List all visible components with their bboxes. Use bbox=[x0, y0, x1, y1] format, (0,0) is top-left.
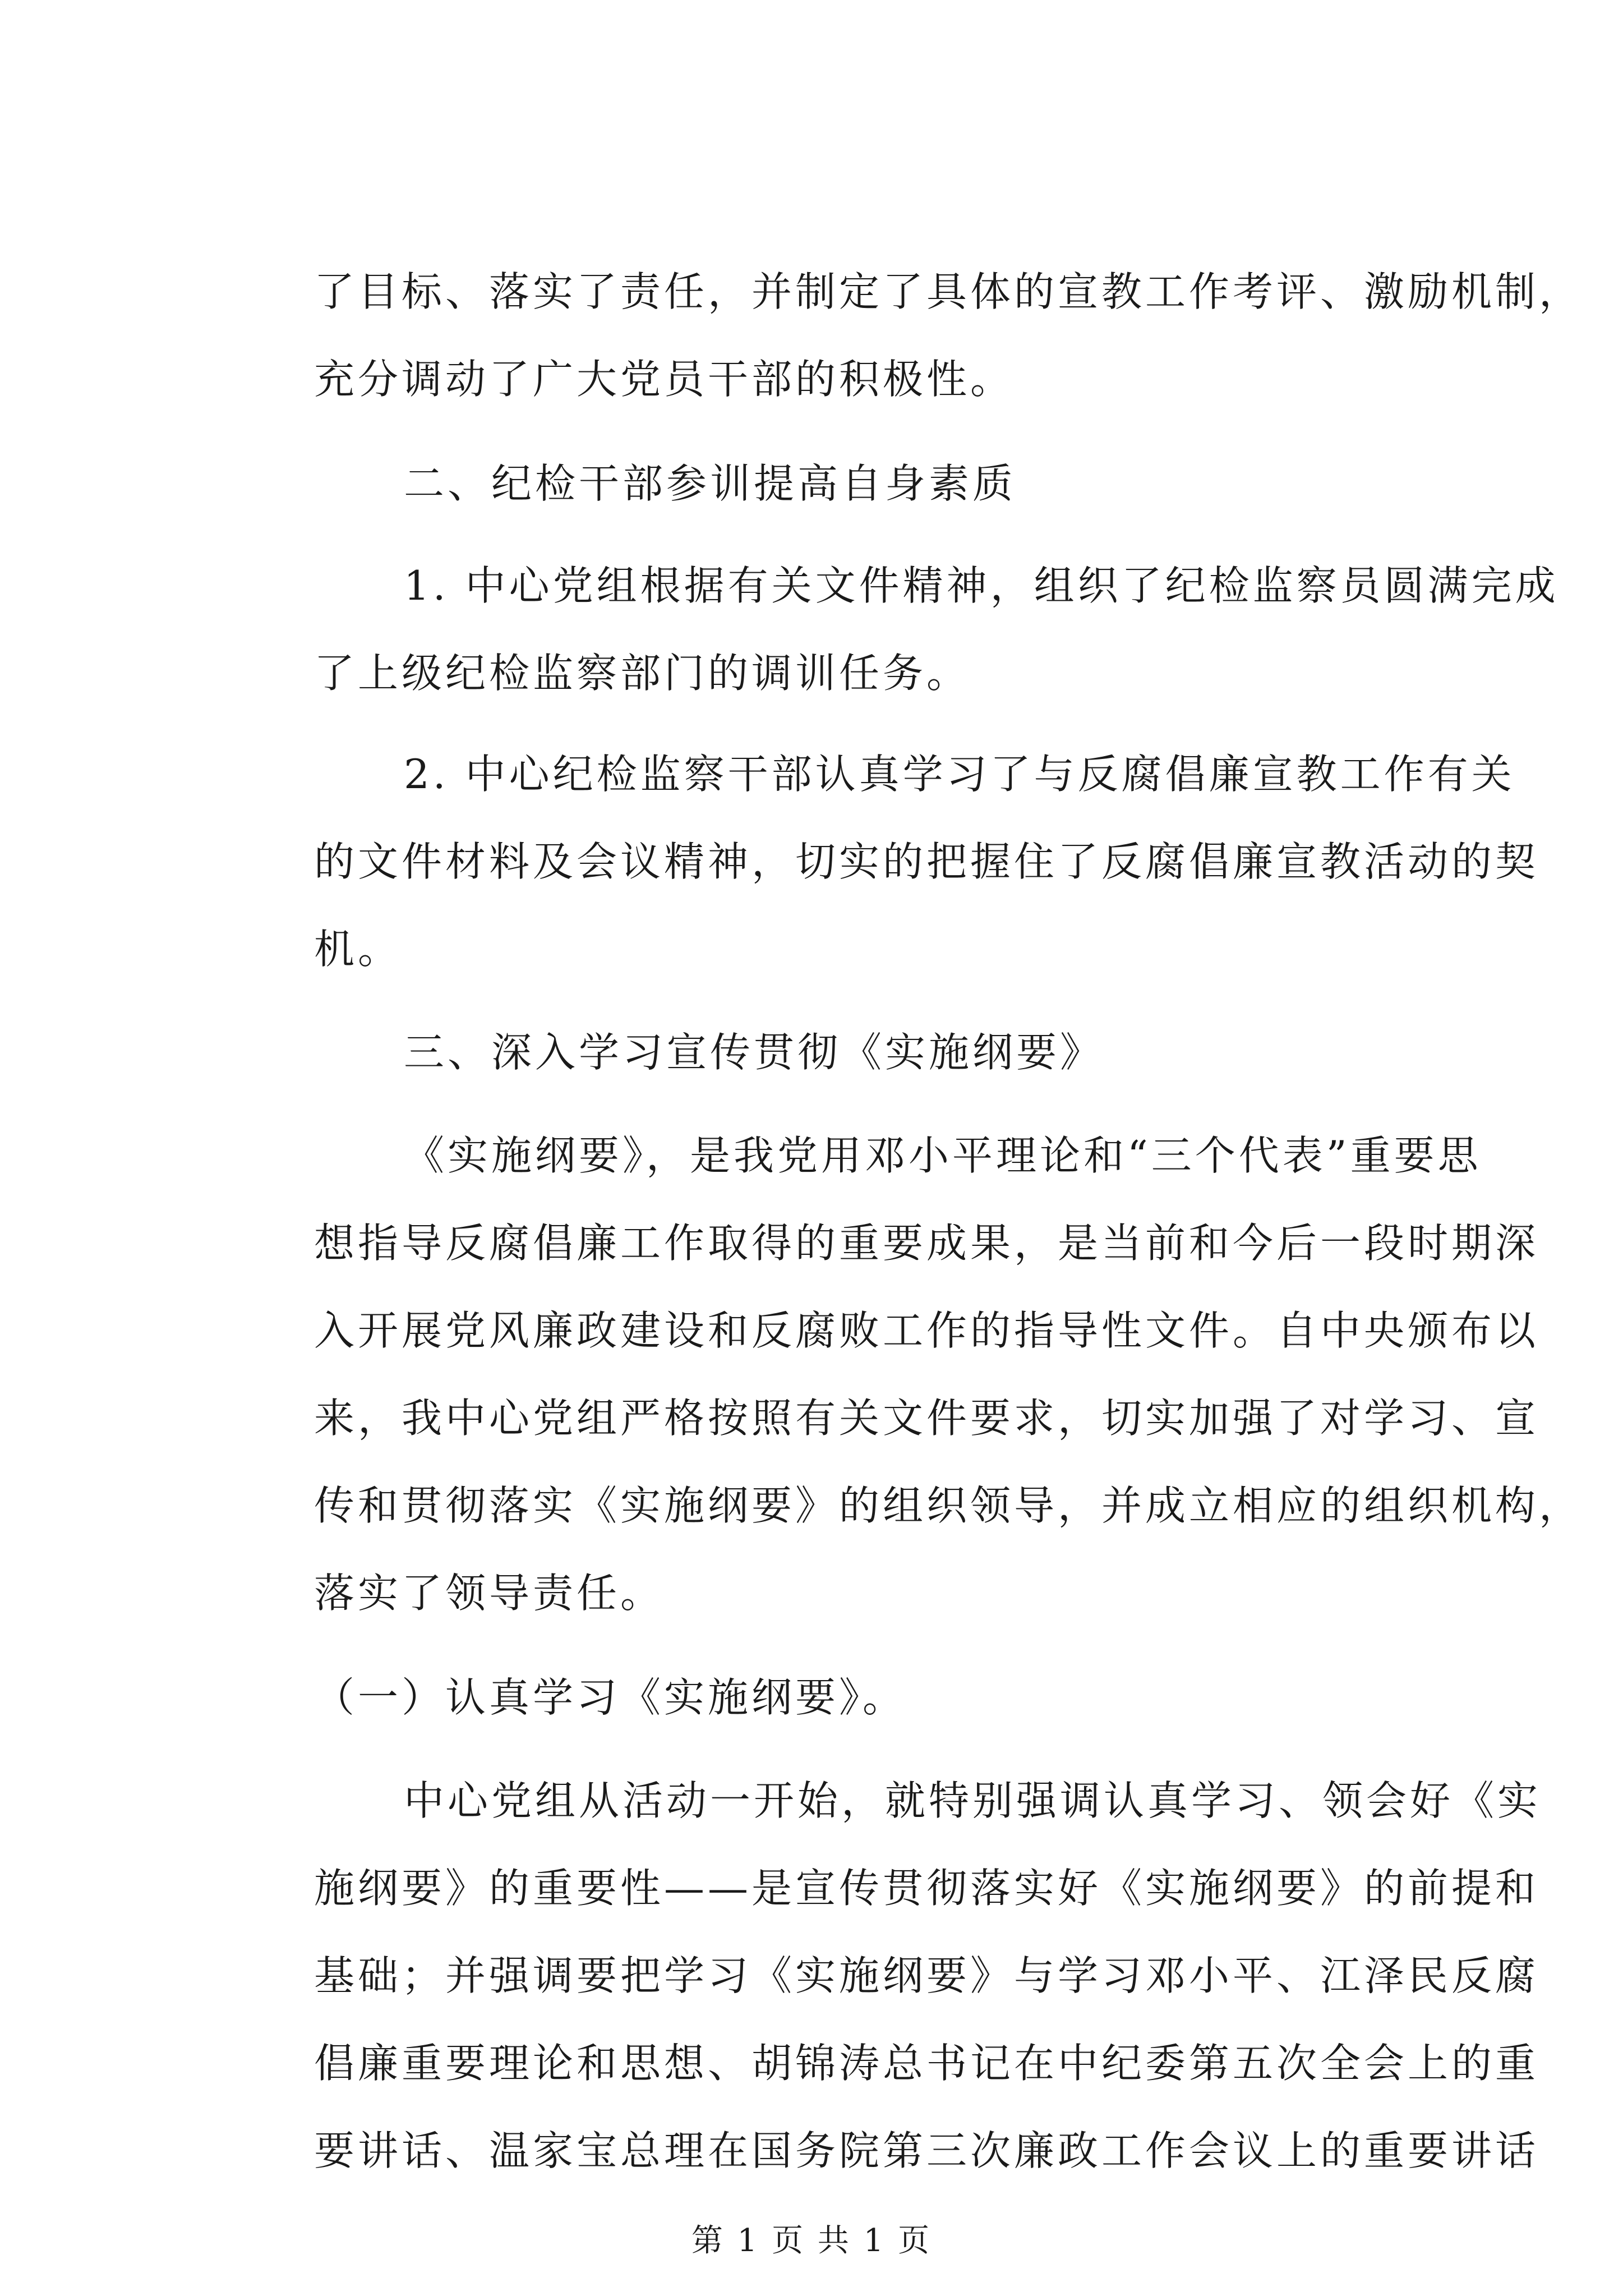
paragraph-line: 1. 中心党组根据有关文件精神，组织了纪检监察员圆满完成 bbox=[404, 562, 1559, 609]
paragraph-line: 想指导反腐倡廉工作取得的重要成果，是当前和今后一段时期深 bbox=[314, 1220, 1539, 1267]
page-number-footer: 第 1 页 共 1 页 bbox=[691, 2223, 932, 2259]
paragraph-line: 落实了领导责任。 bbox=[314, 1570, 665, 1617]
paragraph-line: 传和贯彻落实《实施纲要》的组织领导，并成立相应的组织机构， bbox=[314, 1482, 1583, 1529]
paragraph-line: 施纲要》的重要性——是宣传贯彻落实好《实施纲要》的前提和 bbox=[314, 1865, 1539, 1912]
paragraph-line: 的文件材料及会议精神，切实的把握住了反腐倡廉宣教活动的契 bbox=[314, 838, 1539, 885]
paragraph-line: 机。 bbox=[314, 926, 402, 973]
section-heading: 二、纪检干部参训提高自身素质 bbox=[404, 460, 1017, 507]
paragraph-line: 2. 中心纪检监察干部认真学习了与反腐倡廉宣教工作有关 bbox=[404, 751, 1515, 798]
paragraph-line: 来，我中心党组严格按照有关文件要求，切实加强了对学习、宣 bbox=[314, 1395, 1539, 1442]
paragraph-line: 要讲话、温家宝总理在国务院第三次廉政工作会议上的重要讲话 bbox=[314, 2127, 1539, 2174]
paragraph-line: 充分调动了广大党员干部的积极性。 bbox=[314, 356, 1015, 403]
paragraph-line: 倡廉重要理论和思想、胡锦涛总书记在中纪委第五次全会上的重 bbox=[314, 2040, 1539, 2087]
paragraph-line: 《实施纲要》，是我党用邓小平理论和“三个代表”重要思 bbox=[404, 1132, 1482, 1179]
paragraph-line: 入开展党风廉政建设和反腐败工作的指导性文件。自中央颁布以 bbox=[314, 1307, 1539, 1354]
paragraph-line: 了目标、落实了责任，并制定了具体的宣教工作考评、激励机制， bbox=[314, 268, 1583, 315]
subsection-heading: （一）认真学习《实施纲要》。 bbox=[314, 1674, 907, 1721]
section-heading: 三、深入学习宣传贯彻《实施纲要》 bbox=[404, 1029, 1104, 1076]
paragraph-line: 基础；并强调要把学习《实施纲要》与学习邓小平、江泽民反腐 bbox=[314, 1952, 1539, 1999]
paragraph-line: 中心党组从活动一开始，就特别强调认真学习、领会好《实 bbox=[404, 1777, 1542, 1824]
paragraph-line: 了上级纪检监察部门的调训任务。 bbox=[314, 650, 971, 697]
